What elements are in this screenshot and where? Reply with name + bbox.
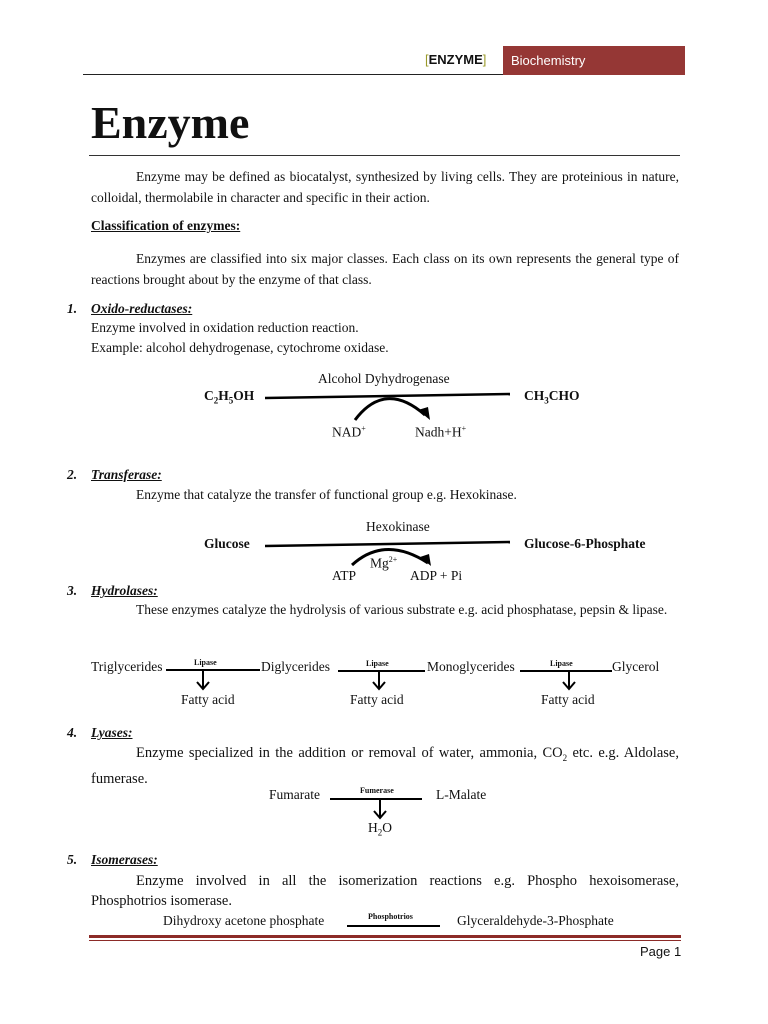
section-4-number: 4.	[67, 725, 78, 740]
hydrolysis-diglycerides: Diglycerides	[261, 659, 330, 674]
section-2-line1: Enzyme that catalyze the transfer of functional group e.g. Hexokinase.	[136, 487, 517, 502]
section-1-number: 1.	[67, 301, 78, 316]
section-3-paragraph: These enzymes catalyze the hydrolysis of various substrate e.g. acid phosphatase, pepsin & lipase.	[136, 602, 668, 617]
section-3-number: 3.	[67, 583, 78, 598]
reaction-1-cofactor-out: Nadh+H+	[415, 424, 467, 440]
hydrolysis-product-1: Fatty acid	[181, 692, 235, 707]
section-5-heading: Isomerases:	[91, 852, 158, 867]
section-1-line1: Enzyme involved in oxidation reduction reaction.	[91, 320, 359, 335]
reaction-1-cofactor-in: NAD+	[332, 424, 366, 440]
section-2-number: 2.	[67, 467, 78, 482]
reaction-5-product: Glyceraldehyde-3-Phosphate	[457, 913, 614, 928]
reaction-5-substrate: Dihydroxy acetone phosphate	[163, 913, 325, 928]
section-4-heading: Lyases:	[91, 725, 133, 740]
hydrolysis-enzyme-3: Lipase	[550, 659, 573, 668]
title-divider	[89, 155, 680, 156]
hydrolysis-monoglycerides: Monoglycerides	[427, 659, 515, 674]
page-number: Page 1	[640, 944, 682, 959]
page-title: Enzyme	[91, 97, 250, 148]
reaction-1-enzyme: Alcohol Dyhydrogenase	[318, 371, 450, 386]
header-subject-badge: Biochemistry	[503, 46, 685, 75]
hydrolysis-product-3: Fatty acid	[541, 692, 595, 707]
hydrolysis-enzyme-1: Lipase	[194, 658, 217, 667]
reaction-2-cofactor-out: ADP + Pi	[410, 568, 463, 583]
intro-paragraph: Enzyme may be defined as biocatalyst, synthesized by living cells. They are proteinious in nature, colloidal, thermolabile in character and specific in their action.	[91, 169, 679, 205]
reaction-2-enzyme: Hexokinase	[366, 519, 430, 534]
reaction-1-product: $CH_3CHO$	[524, 388, 580, 406]
reaction-4-enzyme: Fumerase	[360, 786, 394, 795]
classification-heading: Classification of enzymes:	[91, 218, 241, 233]
section-2-heading: Transferase:	[91, 467, 162, 482]
section-1-line2: Example: alcohol dehydrogenase, cytochrome oxidase.	[91, 340, 389, 355]
hydrolysis-triglycerides: Triglycerides	[91, 659, 163, 674]
classification-paragraph: Enzymes are classified into six major classes. Each class on its own represents the general type of reactions brought about by the enzyme of that class.	[91, 251, 679, 287]
reaction-5-arrow	[344, 921, 444, 931]
reaction-2-product: Glucose-6-Phosphate	[524, 536, 646, 551]
reaction-4-byproduct: $H_2O$	[368, 820, 392, 838]
reaction-4-substrate: Fumarate	[269, 787, 320, 802]
section-4-paragraph: Enzyme specialized in the addition or removal of water, ammonia, $CO_2$ etc. e.g. Aldolase, fumerase.	[91, 745, 679, 787]
reaction-5-enzyme: Phosphotrios	[368, 912, 413, 921]
header-section-label: [ENZYME]	[425, 52, 487, 67]
reaction-2-ion: $Mg^{2+}$	[370, 555, 398, 571]
hydrolysis-enzyme-2: Lipase	[366, 659, 389, 668]
reaction-1-substrate: $C_2H_5OH$	[204, 388, 255, 406]
header-divider	[83, 74, 503, 75]
footer-divider-thick	[89, 935, 681, 938]
reaction-2-substrate: Glucose	[204, 536, 250, 551]
reaction-2-cofactor-in: ATP	[332, 568, 357, 583]
section-3-heading: Hydrolases:	[91, 583, 158, 598]
footer-divider-thin	[89, 940, 681, 941]
section-5-number: 5.	[67, 852, 78, 867]
reaction-1-arrow	[260, 385, 520, 425]
hydrolysis-product-2: Fatty acid	[350, 692, 404, 707]
hydrolysis-glycerol: Glycerol	[612, 659, 660, 674]
section-1-heading: Oxido-reductases:	[91, 301, 193, 316]
reaction-4-product: L-Malate	[436, 787, 487, 802]
section-5-paragraph: Enzyme involved in all the isomerization reactions e.g. Phospho hexoisomerase, Phosphotrios isomerase.	[91, 873, 679, 909]
